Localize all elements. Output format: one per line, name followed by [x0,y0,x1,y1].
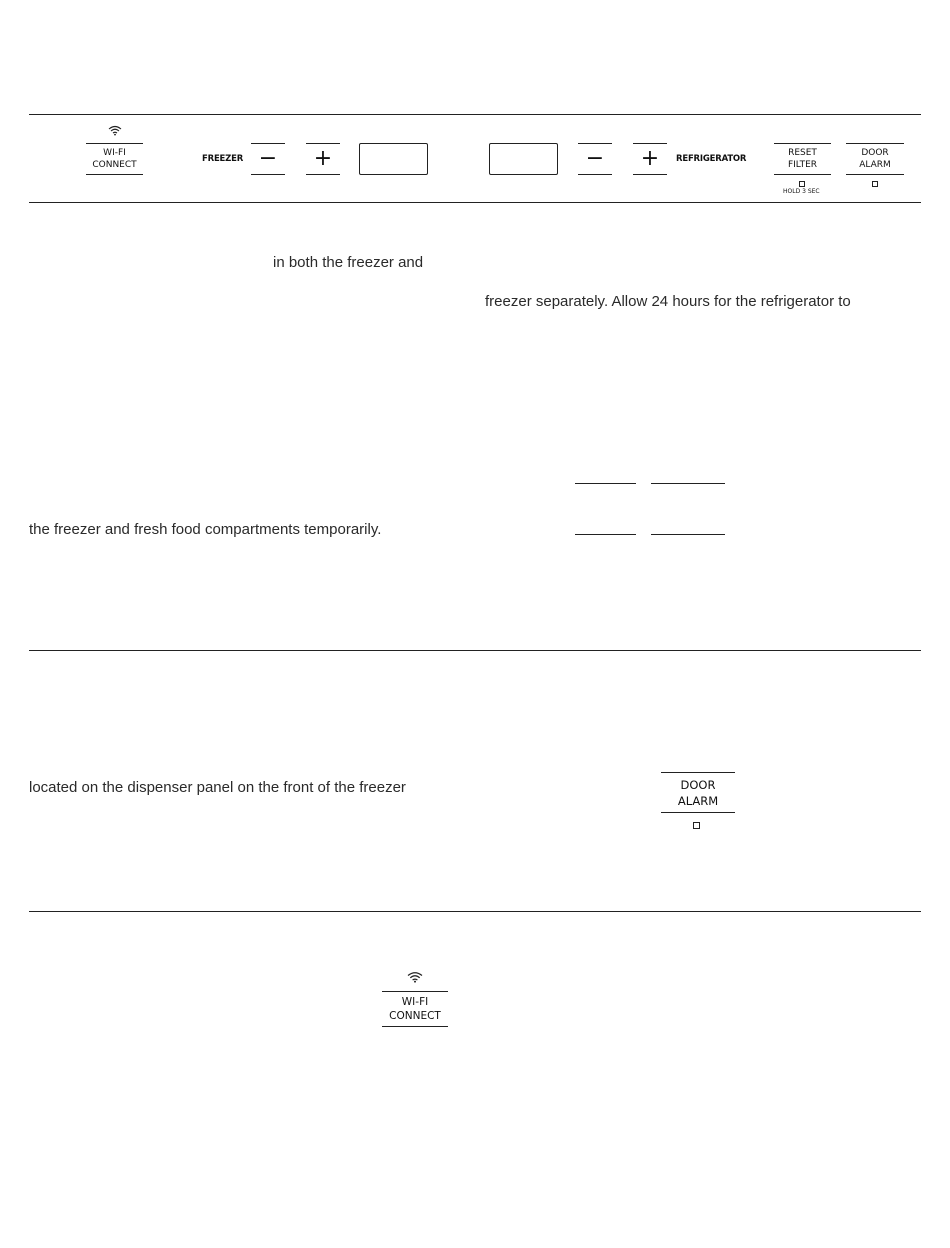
reset-filter-line1: RESET [788,148,817,158]
freezer-plus-symbol: + [313,146,333,171]
freezer-label: FREEZER [202,154,244,164]
section-divider [29,650,921,651]
compartments-text: the freezer and fresh food compartments temporarily. [29,521,382,538]
wifi-figure-line2: CONNECT [389,1010,441,1022]
refrigerator-minus-button[interactable] [578,143,612,175]
door-alarm-figure-indicator [693,822,700,829]
refrigerator-temp-display [489,143,558,175]
door-alarm-figure-button [661,772,735,813]
wifi-connect-line2: CONNECT [92,160,137,170]
freezer-minus-button[interactable] [251,143,285,175]
button-underline [651,534,725,535]
wifi-connect-line1: WI-FI [103,148,126,158]
hold-note: HOLD 3 SEC [783,188,820,195]
wifi-icon [407,971,423,983]
refrigerator-plus-button[interactable] [633,143,667,175]
door-alarm-indicator [872,181,878,187]
wifi-figure-line1: WI-FI [401,996,429,1008]
freezer-plus-button[interactable] [306,143,340,175]
refrigerator-minus-symbol: − [585,146,605,171]
wifi-icon [108,125,122,136]
freezer-temp-display [359,143,428,175]
reset-filter-button[interactable] [774,143,831,175]
section-divider [29,911,921,912]
door-alarm-figure-line2: ALARM [677,793,719,808]
panel-top-rule [29,114,921,115]
temp-text-line2: freezer separately. Allow 24 hours for the refrigerator to [485,293,851,310]
button-underline [651,483,725,484]
reset-filter-indicator [799,181,805,187]
button-underline [575,534,636,535]
refrigerator-plus-symbol: + [640,146,660,171]
door-alarm-text: located on the dispenser panel on the front of the freezer [29,779,406,796]
door-alarm-figure-line1: DOOR [680,777,716,792]
temp-text-line1: in both the freezer and [273,254,424,271]
panel-bottom-rule [29,202,921,203]
door-alarm-button[interactable] [846,143,904,175]
button-underline [575,483,636,484]
freezer-minus-symbol: − [258,146,278,171]
door-alarm-line2: ALARM [859,160,891,170]
door-alarm-line1: DOOR [861,148,889,158]
wifi-figure-button [382,991,448,1027]
reset-filter-line2: FILTER [787,160,818,170]
refrigerator-label: REFRIGERATOR [676,154,747,164]
wifi-connect-button[interactable] [86,143,143,175]
